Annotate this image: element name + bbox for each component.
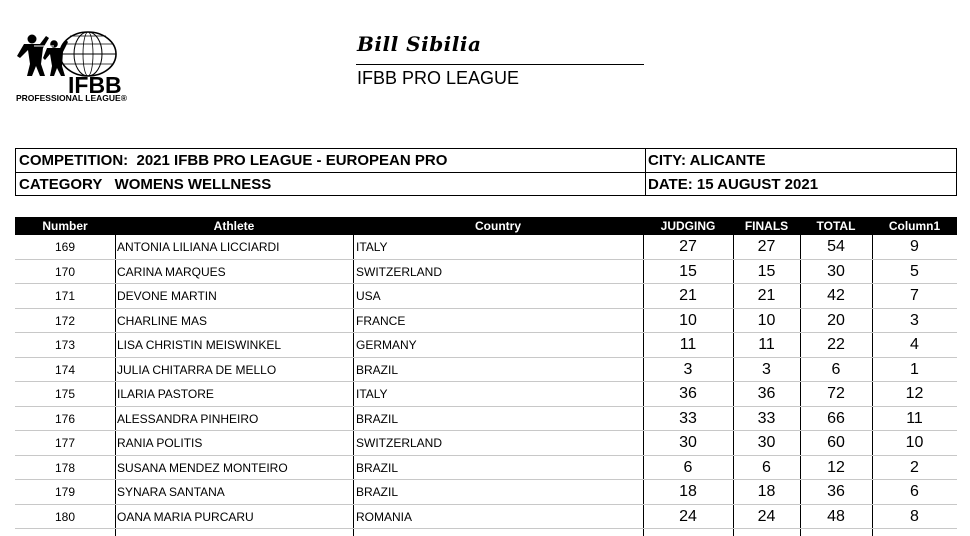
cell-athlete: ANTONIA LILIANA LICCIARDI xyxy=(117,240,280,254)
cell-finals: 15 xyxy=(757,262,776,280)
cell-country: BRAZIL xyxy=(356,362,399,377)
cell-total: 42 xyxy=(827,287,845,304)
cell-athlete: ILARIA PASTORE xyxy=(117,387,214,401)
cell-column1: 1 xyxy=(910,360,919,378)
cell-judging: 11 xyxy=(679,336,697,353)
cell-athlete: ALESSANDRA PINHEIRO xyxy=(117,411,259,426)
category-label: CATEGORY WOMENS WELLNESS xyxy=(19,176,272,193)
cell-column1: 10 xyxy=(905,434,924,451)
table-row xyxy=(15,333,957,358)
cell-total: 54 xyxy=(827,238,845,255)
competition-info-box xyxy=(15,148,957,196)
cell-country: BRAZIL xyxy=(356,460,399,475)
cell-judging: 18 xyxy=(679,483,697,500)
cell-finals: 3 xyxy=(762,360,771,378)
cell-column1: 3 xyxy=(910,311,919,329)
cell-finals: 11 xyxy=(758,336,775,353)
cell-judging: 3 xyxy=(683,360,693,378)
info-row-category xyxy=(16,173,956,196)
table-row xyxy=(15,260,957,285)
cell-country: GERMANY xyxy=(356,338,417,352)
cell-country: BRAZIL xyxy=(356,485,399,499)
cell-country: SWITZERLAND xyxy=(356,264,443,279)
cell-column1: 12 xyxy=(905,385,924,402)
table-row xyxy=(15,358,957,383)
cell-total: 72 xyxy=(827,385,845,402)
cell-judging: 15 xyxy=(679,262,697,280)
table-row xyxy=(15,284,957,309)
col-header-judging: JUDGING xyxy=(660,219,716,233)
cell-judging: 24 xyxy=(679,507,697,525)
cell-athlete: SYNARA SANTANA xyxy=(117,485,225,499)
col-header-column1: Column1 xyxy=(888,219,941,233)
cell-total: 60 xyxy=(827,434,845,451)
city-label: CITY: ALICANTE xyxy=(648,152,766,169)
cell-judging: 30 xyxy=(679,434,697,451)
cell-total: 30 xyxy=(827,262,845,280)
cell-total: 20 xyxy=(827,311,845,329)
cell-column1: 2 xyxy=(910,458,919,476)
cell-athlete: CHARLINE MAS xyxy=(117,313,208,328)
cell-judging: 10 xyxy=(679,311,697,329)
cell-column1: 7 xyxy=(910,287,919,304)
cell-judging: 36 xyxy=(679,385,697,402)
cell-country: USA xyxy=(356,289,381,303)
competition-label: COMPETITION: 2021 IFBB PRO LEAGUE - EUROPEAN PRO xyxy=(19,152,448,169)
signature-line xyxy=(356,64,644,65)
table-row xyxy=(15,407,957,432)
info-row-competition xyxy=(16,149,956,173)
cell-athlete: LISA CHRISTIN MEISWINKEL xyxy=(117,338,282,352)
cell-column1: 11 xyxy=(906,409,923,427)
cell-athlete: CARINA MARQUES xyxy=(117,264,226,279)
cell-athlete: SUSANA MENDEZ MONTEIRO xyxy=(117,460,288,475)
cell-number: 180 xyxy=(54,509,76,524)
cell-finals: 21 xyxy=(757,287,776,304)
cell-finals: 24 xyxy=(757,507,776,525)
col-header-number: Number xyxy=(42,219,88,233)
cell-total: 12 xyxy=(827,458,845,476)
cell-judging: 33 xyxy=(679,409,697,427)
cell-number: 173 xyxy=(54,338,76,352)
cell-country: SWITZERLAND xyxy=(356,436,443,450)
cell-country: FRANCE xyxy=(356,313,406,328)
cell-number: 178 xyxy=(54,460,76,475)
cell-country: BRAZIL xyxy=(356,411,399,426)
cell-country: ITALY xyxy=(356,240,388,254)
cell-total: 36 xyxy=(827,483,845,500)
table-row xyxy=(15,309,957,334)
table-row xyxy=(15,505,957,530)
cell-number: 175 xyxy=(54,387,76,401)
cell-number: 170 xyxy=(54,264,76,279)
cell-number: 174 xyxy=(54,362,76,377)
cell-number: 169 xyxy=(54,240,76,254)
table-row xyxy=(15,431,957,456)
cell-number: 172 xyxy=(54,313,76,328)
cell-number: 176 xyxy=(54,411,76,426)
info-divider xyxy=(645,149,646,195)
cell-athlete: JULIA CHITARRA DE MELLO xyxy=(117,362,277,377)
league-title: IFBB PRO LEAGUE xyxy=(357,68,520,88)
table-row xyxy=(15,456,957,481)
cell-finals: 33 xyxy=(757,409,776,427)
table-header xyxy=(15,217,957,235)
cell-total: 48 xyxy=(827,507,845,525)
cell-number: 177 xyxy=(54,436,76,450)
cell-total: 6 xyxy=(831,360,841,378)
cell-column1: 8 xyxy=(910,507,919,525)
cell-finals: 18 xyxy=(757,483,776,500)
cell-finals: 36 xyxy=(757,385,776,402)
cell-finals: 27 xyxy=(757,238,776,255)
cell-judging: 27 xyxy=(679,238,697,255)
cell-column1: 9 xyxy=(910,238,919,255)
cell-athlete: DEVONE MARTIN xyxy=(117,289,217,303)
cell-athlete: RANIA POLITIS xyxy=(117,436,203,450)
cell-judging: 21 xyxy=(679,287,697,304)
cell-column1: 4 xyxy=(910,336,919,353)
cell-finals: 6 xyxy=(762,458,771,476)
ifbb-logo xyxy=(10,30,140,104)
cell-athlete: OANA MARIA PURCARU xyxy=(117,509,254,524)
judge-signature: Bill Sibilia xyxy=(357,32,482,56)
col-header-athlete: Athlete xyxy=(213,219,255,233)
logo-subtitle: PROFESSIONAL LEAGUE® xyxy=(16,93,127,103)
cell-number: 171 xyxy=(54,289,76,303)
cell-country: ITALY xyxy=(356,387,388,401)
table-row xyxy=(15,480,957,505)
cell-column1: 6 xyxy=(910,483,919,500)
cell-judging: 6 xyxy=(683,458,693,476)
col-header-finals: FINALS xyxy=(744,219,789,233)
col-header-country: Country xyxy=(475,219,521,233)
table-row xyxy=(15,235,957,260)
cell-number: 179 xyxy=(54,485,76,499)
cell-total: 22 xyxy=(827,336,845,353)
date-label: DATE: 15 AUGUST 2021 xyxy=(648,176,819,193)
cell-column1: 5 xyxy=(910,262,919,280)
table-row xyxy=(15,382,957,407)
col-header-total: TOTAL xyxy=(816,219,856,233)
cell-finals: 30 xyxy=(757,434,776,451)
cell-total: 66 xyxy=(827,409,845,427)
cell-country: ROMANIA xyxy=(356,509,413,524)
cell-finals: 10 xyxy=(757,311,776,329)
logo-wordmark: IFBB xyxy=(68,72,122,98)
